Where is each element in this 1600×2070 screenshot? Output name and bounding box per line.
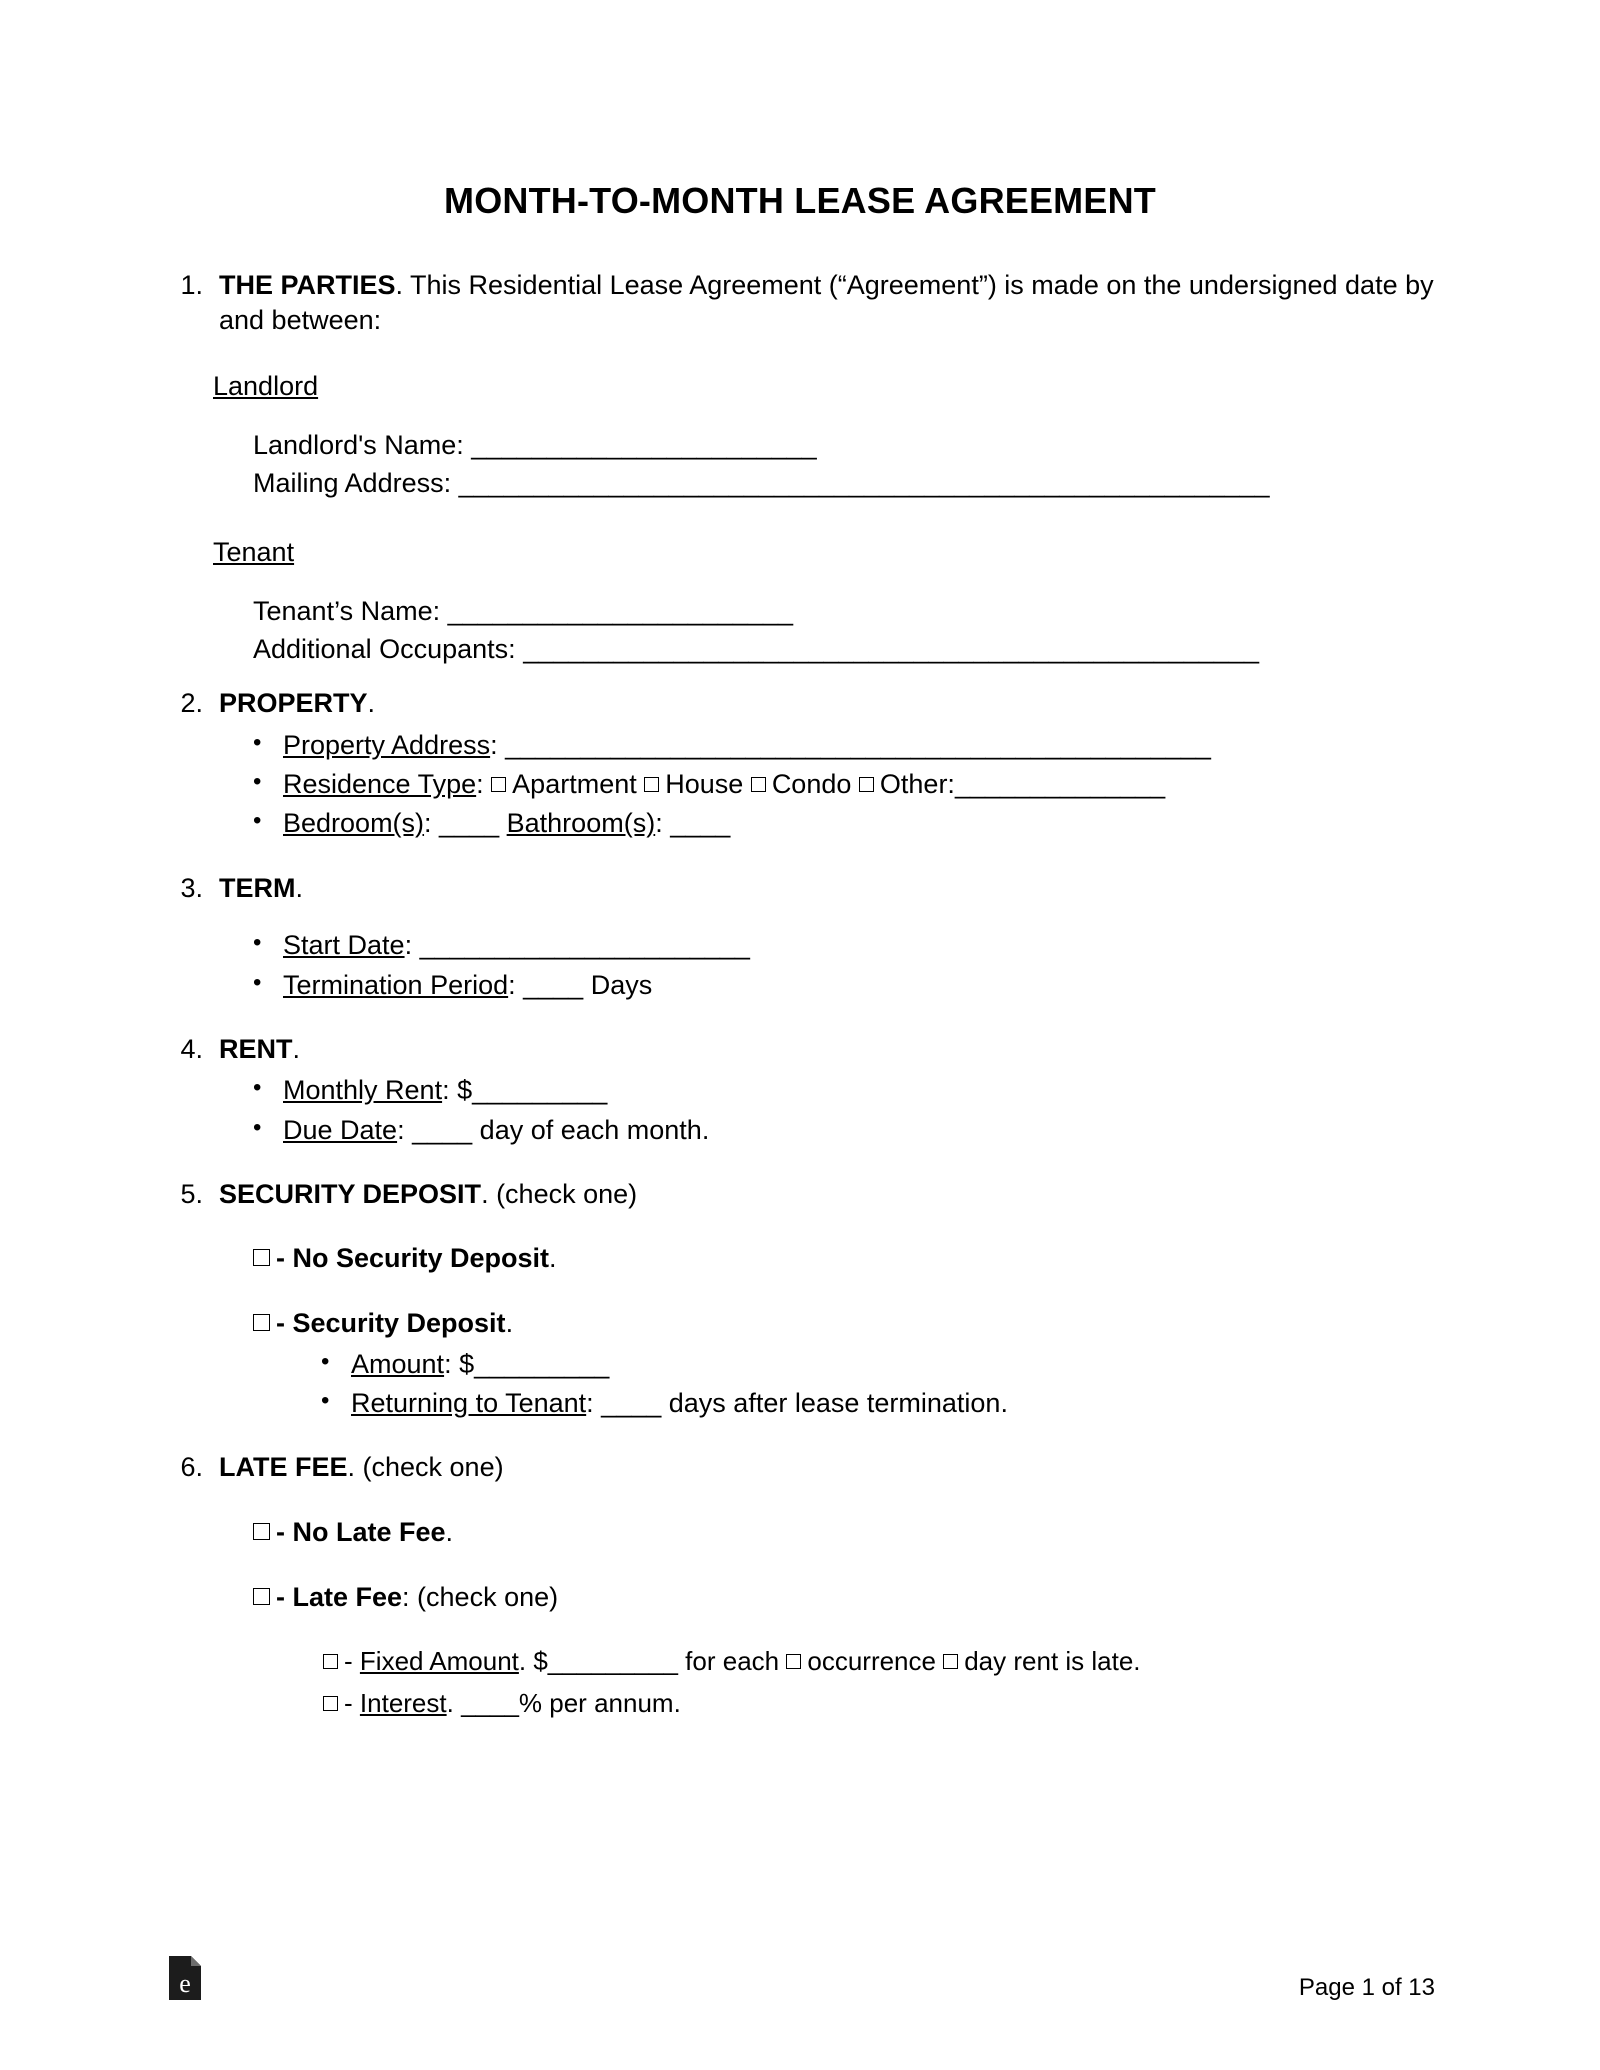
landlord-name-input[interactable]: _______________________ bbox=[471, 430, 817, 461]
checkbox-day-rent-late[interactable] bbox=[943, 1654, 958, 1669]
clause-rent bbox=[165, 1032, 1435, 1067]
clause-late-fee bbox=[165, 1450, 1435, 1485]
tenant-name-label: Tenant’s Name: bbox=[253, 595, 441, 626]
property-address-label: Property Address bbox=[283, 729, 491, 760]
option-no-late-fee[interactable] bbox=[253, 1515, 1435, 1550]
eforms-logo bbox=[165, 1954, 205, 2002]
fixed-amount-mid: for each bbox=[685, 1645, 780, 1676]
option-interest[interactable] bbox=[323, 1687, 1435, 1721]
option-fixed-amount[interactable] bbox=[323, 1645, 1435, 1679]
checkbox-house[interactable] bbox=[644, 777, 659, 792]
clause-body bbox=[219, 1177, 1435, 1212]
rent-list bbox=[165, 1072, 1435, 1149]
option-late-fee-suffix: : (check one) bbox=[402, 1581, 559, 1612]
checkbox-apartment[interactable] bbox=[491, 777, 506, 792]
checkbox-late-fee[interactable] bbox=[253, 1588, 270, 1605]
checkbox-no-security-deposit[interactable] bbox=[253, 1249, 270, 1266]
clause-heading-suffix: . bbox=[367, 688, 376, 719]
option-security-deposit-label: - Security Deposit bbox=[276, 1308, 506, 1339]
clause-heading: SECURITY DEPOSIT bbox=[219, 1178, 482, 1209]
clause-number: 4. bbox=[180, 1033, 203, 1064]
mailing-address-label: Mailing Address: bbox=[253, 468, 452, 499]
clause-heading-suffix: . bbox=[295, 872, 304, 903]
clause-body bbox=[219, 268, 1435, 337]
due-date-label: Due Date bbox=[283, 1114, 398, 1145]
option-condo-label: Condo bbox=[771, 769, 852, 800]
clause-number: 2. bbox=[180, 688, 203, 719]
occurrence-label: occurrence bbox=[807, 1645, 936, 1676]
security-deposit-list bbox=[165, 1346, 1435, 1423]
term-list bbox=[165, 927, 1435, 1004]
clause-heading: PROPERTY bbox=[219, 688, 368, 719]
termination-period-unit: Days bbox=[590, 969, 653, 1000]
clause-text: . This Residential Lease Agreement (“Agreement”) is made on the undersigned date by and between: bbox=[219, 270, 1434, 335]
clause-heading: TERM bbox=[219, 872, 296, 903]
due-date-suffix: day of each month. bbox=[479, 1114, 710, 1145]
interest-input[interactable]: . ____ bbox=[446, 1687, 519, 1718]
option-no-late-fee-suffix: . bbox=[445, 1516, 454, 1547]
additional-occupants-label: Additional Occupants: bbox=[253, 634, 516, 665]
option-no-late-fee-label: - No Late Fee bbox=[276, 1516, 446, 1547]
returning-input[interactable]: : ____ bbox=[586, 1387, 662, 1418]
clause-number: 5. bbox=[180, 1178, 203, 1209]
mailing-address-row bbox=[253, 464, 1435, 502]
page-footer bbox=[165, 1954, 1435, 2002]
list-item-returning-to-tenant bbox=[165, 1385, 1435, 1422]
start-date-label: Start Date bbox=[283, 930, 405, 961]
tenant-fields bbox=[253, 592, 1435, 669]
option-no-security-deposit[interactable] bbox=[253, 1241, 1435, 1276]
clause-heading-suffix: . (check one) bbox=[481, 1178, 638, 1209]
monthly-rent-label: Monthly Rent bbox=[283, 1075, 443, 1106]
bathroom-input[interactable]: : ____ bbox=[655, 808, 731, 839]
clause-heading: LATE FEE bbox=[219, 1452, 348, 1483]
additional-occupants-row bbox=[253, 630, 1435, 668]
checkbox-condo[interactable] bbox=[751, 777, 766, 792]
deposit-amount-input[interactable]: : $_________ bbox=[444, 1348, 610, 1379]
clause-body bbox=[219, 871, 1435, 906]
bedroom-input[interactable]: : ____ bbox=[424, 808, 500, 839]
list-item-start-date bbox=[165, 927, 1435, 964]
option-late-fee-label: - Late Fee bbox=[276, 1581, 403, 1612]
clause-term bbox=[165, 871, 1435, 906]
document-icon bbox=[165, 1954, 205, 2002]
option-security-deposit[interactable] bbox=[253, 1306, 1435, 1341]
checkbox-other[interactable] bbox=[859, 777, 874, 792]
bedroom-label: Bedroom(s) bbox=[283, 808, 425, 839]
interest-label: Interest bbox=[359, 1687, 447, 1718]
option-security-deposit-suffix: . bbox=[505, 1308, 514, 1339]
day-rent-late-label: day rent is late. bbox=[964, 1645, 1141, 1676]
option-late-fee[interactable] bbox=[253, 1580, 1435, 1615]
interest-suffix: % per annum. bbox=[518, 1687, 681, 1718]
clause-parties bbox=[165, 268, 1435, 337]
page-number: Page 1 of 13 bbox=[1298, 1974, 1435, 2001]
checkbox-no-late-fee[interactable] bbox=[253, 1523, 270, 1540]
checkbox-interest[interactable] bbox=[323, 1696, 338, 1711]
clause-heading: RENT bbox=[219, 1033, 293, 1064]
option-apartment-label: Apartment bbox=[512, 769, 637, 800]
list-item-residence-type bbox=[165, 766, 1435, 803]
residence-type-colon: : bbox=[476, 769, 484, 800]
checkbox-fixed-amount[interactable] bbox=[323, 1654, 338, 1669]
list-item-termination-period bbox=[165, 967, 1435, 1004]
bathroom-label: Bathroom(s) bbox=[506, 808, 656, 839]
tenant-name-row bbox=[253, 592, 1435, 630]
clause-body bbox=[219, 1032, 1435, 1067]
tenant-name-input[interactable]: _______________________ bbox=[447, 595, 793, 626]
fixed-amount-input[interactable]: . $_________ bbox=[518, 1645, 678, 1676]
clause-heading-suffix: . bbox=[292, 1033, 301, 1064]
clause-number: 3. bbox=[180, 872, 203, 903]
checkbox-security-deposit[interactable] bbox=[253, 1314, 270, 1331]
landlord-fields bbox=[253, 426, 1435, 503]
clause-property bbox=[165, 686, 1435, 721]
clause-body bbox=[219, 686, 1435, 721]
fixed-amount-prefix: - bbox=[344, 1645, 353, 1676]
clause-number: 1. bbox=[180, 270, 203, 300]
option-no-security-deposit-label: - No Security Deposit bbox=[276, 1243, 550, 1274]
page-title: MONTH-TO-MONTH LEASE AGREEMENT bbox=[444, 180, 1156, 221]
tenant-section-label: Tenant bbox=[213, 536, 295, 567]
landlord-name-label: Landlord's Name: bbox=[253, 430, 464, 461]
interest-prefix: - bbox=[344, 1687, 353, 1718]
clause-heading-suffix: . (check one) bbox=[347, 1452, 504, 1483]
property-address-input[interactable]: : _______________________________________________ bbox=[490, 729, 1211, 760]
list-item-property-address bbox=[165, 727, 1435, 764]
clause-body bbox=[219, 1450, 1435, 1485]
option-other-label: Other: bbox=[879, 769, 955, 800]
returning-suffix: days after lease termination. bbox=[668, 1387, 1008, 1418]
checkbox-occurrence[interactable] bbox=[786, 1654, 801, 1669]
fixed-amount-label: Fixed Amount bbox=[359, 1645, 519, 1676]
list-item-bedrooms-bathrooms bbox=[165, 805, 1435, 842]
option-no-security-deposit-suffix: . bbox=[549, 1243, 557, 1274]
returning-label: Returning to Tenant bbox=[351, 1387, 587, 1418]
clause-heading: THE PARTIES bbox=[219, 270, 396, 300]
start-date-input[interactable]: : ______________________ bbox=[404, 930, 750, 961]
list-item-deposit-amount bbox=[165, 1346, 1435, 1383]
monthly-rent-input[interactable]: : $_________ bbox=[442, 1075, 608, 1106]
landlord-name-row bbox=[253, 426, 1435, 464]
due-date-input[interactable]: : ____ bbox=[397, 1114, 473, 1145]
landlord-section-label: Landlord bbox=[213, 371, 319, 402]
option-house-label: House bbox=[665, 769, 744, 800]
other-residence-input[interactable]: ______________ bbox=[954, 769, 1166, 800]
termination-period-input[interactable]: : ____ bbox=[508, 969, 584, 1000]
list-item-due-date bbox=[165, 1112, 1435, 1149]
logo-letter: e bbox=[179, 1969, 191, 1998]
clause-security-deposit bbox=[165, 1177, 1435, 1212]
list-item-monthly-rent bbox=[165, 1072, 1435, 1109]
mailing-address-input[interactable]: ______________________________________________________ bbox=[458, 468, 1270, 499]
clause-number: 6. bbox=[180, 1452, 203, 1483]
termination-period-label: Termination Period bbox=[283, 969, 509, 1000]
deposit-amount-label: Amount bbox=[351, 1348, 445, 1379]
additional-occupants-input[interactable]: _________________________________________________ bbox=[523, 634, 1259, 665]
property-list bbox=[165, 727, 1435, 843]
residence-type-label: Residence Type bbox=[283, 769, 477, 800]
